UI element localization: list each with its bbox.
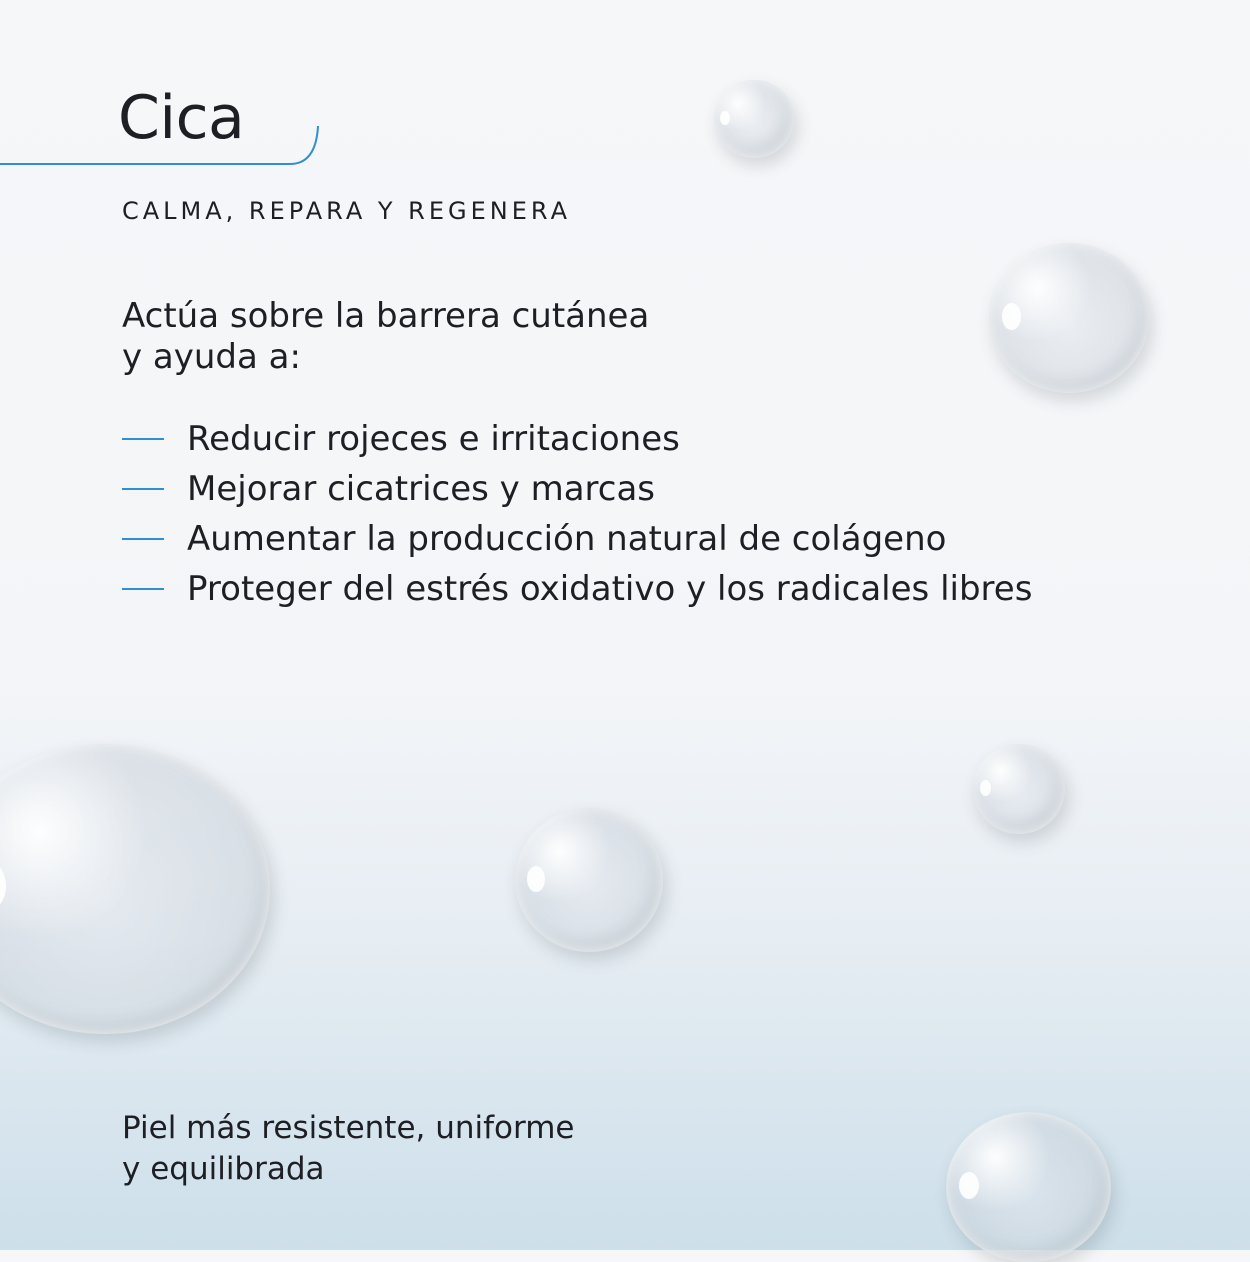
list-item <box>122 414 1032 464</box>
water-drop-image <box>973 744 1065 834</box>
dash-icon <box>122 488 164 490</box>
water-drop-image <box>946 1112 1111 1262</box>
title-underline-curve <box>0 120 330 170</box>
page-title: Cica <box>118 83 245 153</box>
list-item <box>122 564 1032 614</box>
intro-line-2: y ayuda a: <box>122 337 301 377</box>
water-drop-image <box>515 808 663 952</box>
benefit-label: Proteger del estrés oxidativo y los radicales libres <box>187 569 1033 609</box>
footer-text <box>122 1108 682 1190</box>
intro-text <box>122 296 822 378</box>
dash-icon <box>122 438 164 440</box>
intro-line-1: Actúa sobre la barrera cutánea <box>122 296 650 336</box>
water-drop-image <box>0 744 270 1034</box>
water-drop-image <box>989 243 1149 393</box>
subtitle: CALMA, REPARA Y REGENERA <box>122 197 572 225</box>
dash-icon <box>122 588 164 590</box>
dash-icon <box>122 538 164 540</box>
footer-line-2: y equilibrada <box>122 1151 325 1187</box>
benefit-label: Aumentar la producción natural de colágeno <box>187 519 947 559</box>
benefit-label: Reducir rojeces e irritaciones <box>187 419 680 459</box>
list-item <box>122 514 1032 564</box>
list-item <box>122 464 1032 514</box>
water-drop-image <box>714 80 794 158</box>
benefit-label: Mejorar cicatrices y marcas <box>187 469 656 509</box>
benefits-list <box>122 414 1032 614</box>
footer-line-1: Piel más resistente, uniforme <box>122 1110 575 1146</box>
